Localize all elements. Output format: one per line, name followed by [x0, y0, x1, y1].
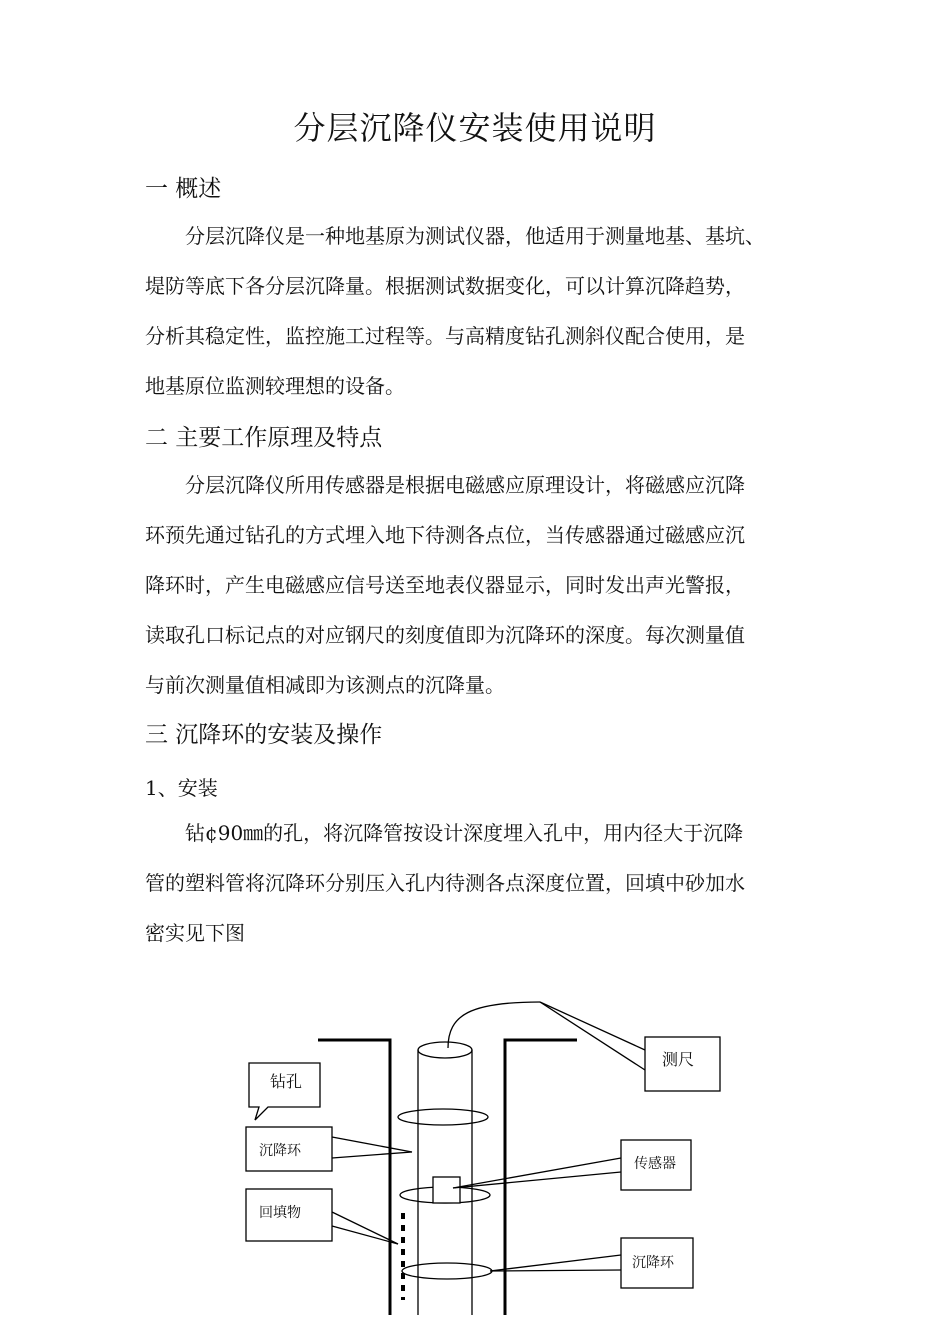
paragraph-line: 读取孔口标记点的对应钢尺的刻度值即为沉降环的深度。每次测量值	[145, 623, 745, 647]
pipe-top-ellipse	[418, 1042, 472, 1058]
paragraph-line: 分层沉降仪是一种地基原为测试仪器，他适用于测量地基、基坑、	[185, 224, 765, 248]
paragraph-line: 密实见下图	[145, 921, 245, 945]
leader-ring-bottom	[490, 1255, 621, 1271]
paragraph-line: 降环时，产生电磁感应信号送至地表仪器显示，同时发出声光警报，	[145, 573, 745, 597]
section-heading-install: 三 沉降环的安装及操作	[145, 722, 383, 748]
leader-sensor-2	[453, 1172, 621, 1188]
label-backfill: 回填物	[259, 1205, 301, 1221]
paragraph-line: 分析其稳定性，监控施工过程等。与高精度钻孔测斜仪配合使用，是	[145, 324, 745, 348]
paragraph-line: 分层沉降仪所用传感器是根据电磁感应原理设计，将磁感应沉降	[185, 473, 745, 497]
settlement-ring-lower	[402, 1263, 492, 1279]
label-ring-bottom: 沉降环	[632, 1255, 674, 1271]
settlement-ring-upper	[398, 1109, 488, 1125]
paragraph-line: 管的塑料管将沉降环分别压入孔内待测各点深度位置，回填中砂加水	[145, 871, 745, 895]
section-heading-principle: 二 主要工作原理及特点	[145, 425, 383, 451]
label-drill-hole: 钻孔	[270, 1072, 303, 1091]
label-sensor: 传感器	[634, 1156, 676, 1172]
page-title: 分层沉降仪安装使用说明	[293, 109, 657, 147]
paragraph-line: 地基原位监测较理想的设备。	[145, 374, 405, 398]
paragraph-line: 环预先通过钻孔的方式埋入地下待测各点位，当传感器通过磁感应沉	[145, 523, 745, 547]
leader-backfill	[332, 1212, 398, 1244]
leader-ring-top-2	[332, 1152, 412, 1158]
leader-ring-top	[332, 1137, 412, 1152]
sensor-probe	[433, 1177, 460, 1203]
subsection-heading-install: 1、安装	[145, 776, 218, 800]
section-heading-overview: 一 概述	[145, 176, 222, 202]
leader-ring-bottom-2	[490, 1270, 621, 1271]
label-tape: 测尺	[662, 1050, 695, 1069]
leader-tape-2	[540, 1002, 645, 1070]
paragraph-line: 与前次测量值相减即为该测点的沉降量。	[145, 673, 505, 697]
borehole-wall-left	[318, 1040, 390, 1315]
leader-tape	[540, 1002, 645, 1050]
label-ring-top: 沉降环	[259, 1143, 301, 1159]
paragraph-line: 钻¢90㎜的孔，将沉降管按设计深度埋入孔中，用内径大于沉降	[185, 821, 744, 845]
paragraph-line: 堤防等底下各分层沉降量。根据测试数据变化，可以计算沉降趋势，	[145, 274, 745, 298]
leader-sensor	[453, 1158, 621, 1188]
